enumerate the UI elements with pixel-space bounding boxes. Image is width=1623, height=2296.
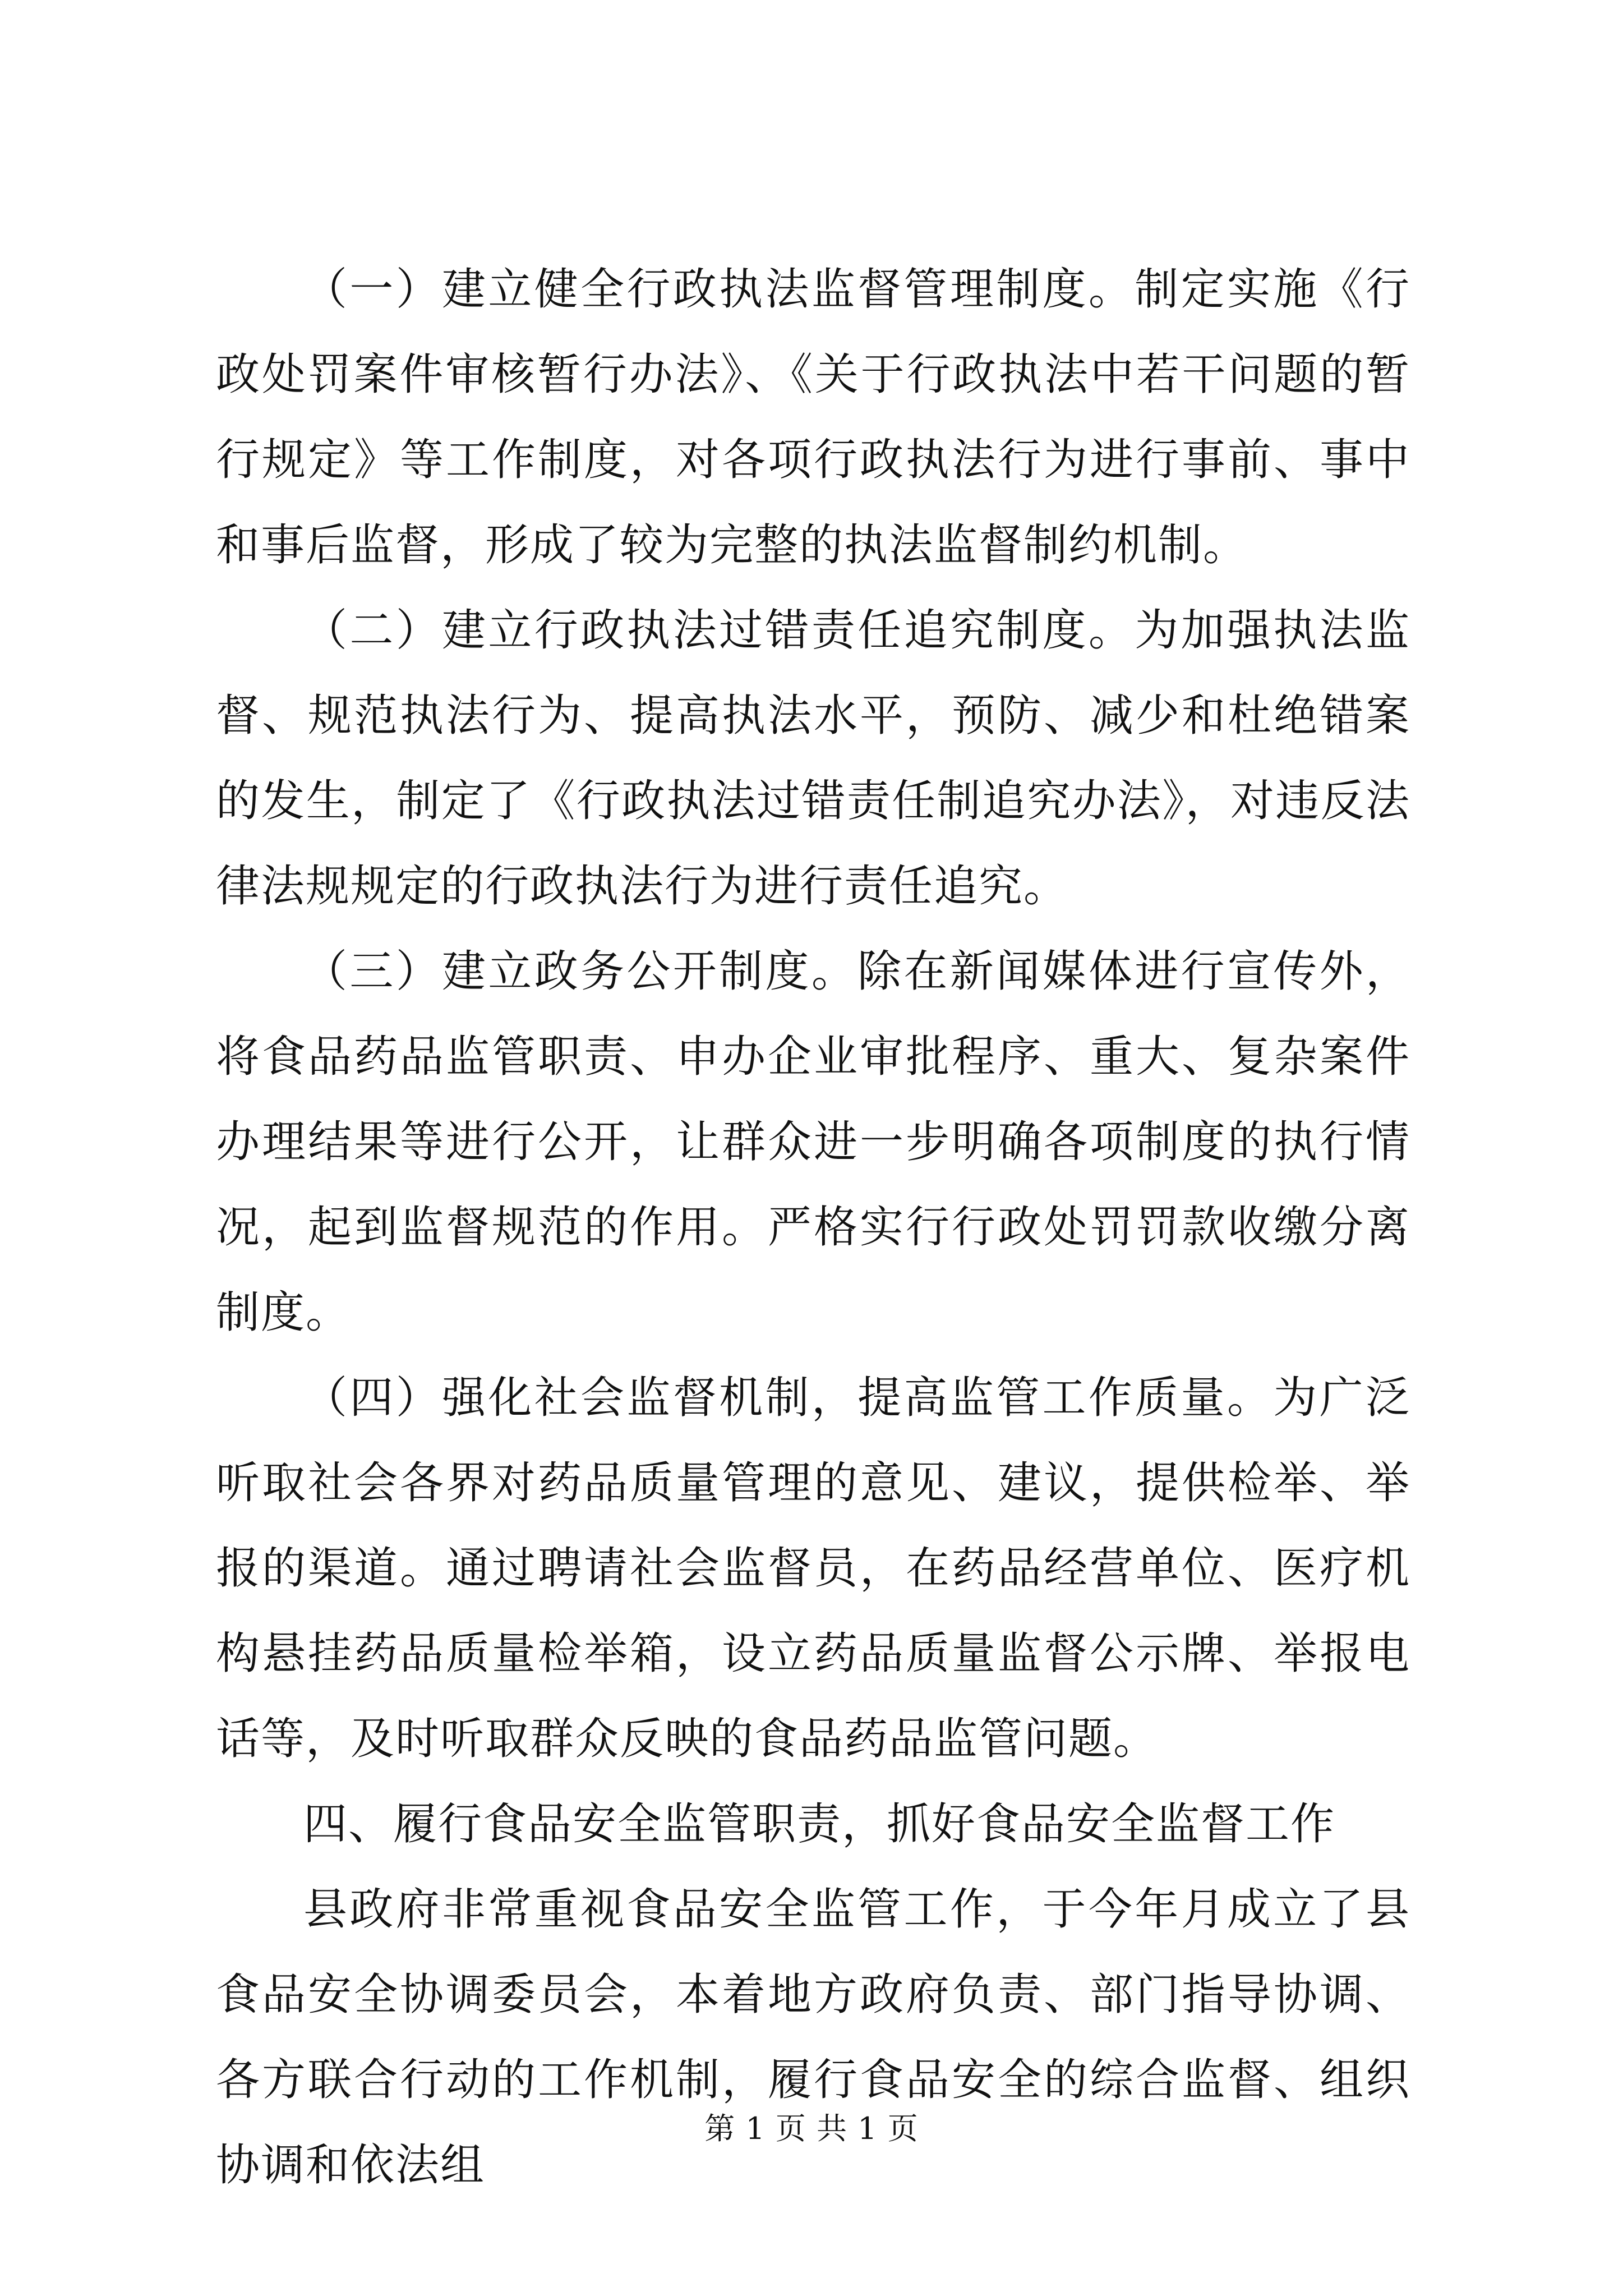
document-body: [216, 247, 1410, 2208]
paragraph-2: （二）建立行政执法过错责任追究制度。为加强执法监督、规范执法行为、提高执法水平，预防、减少和杜绝错案的发生，制定了《行政执法过错责任制追究办法》，对违反法律法规规定的行政执法行为进行责任追究。: [216, 605, 1410, 912]
page-number-label: 第 1 页 共 1 页: [704, 2111, 919, 2146]
paragraph-1: （一）建立健全行政执法监督管理制度。制定实施《行政处罚案件审核暂行办法》、《关于行政执法中若干问题的暂行规定》等工作制度，对各项行政执法行为进行事前、事中和事后监督，形成了较为完整的执法监督制约机制。: [216, 264, 1410, 570]
paragraph-5: 县政府非常重视食品安全监管工作，于今年月成立了县食品安全协调委员会，本着地方政府负责、部门指导协调、各方联合行动的工作机制，履行食品安全的综合监督、组织协调和依法组: [216, 1884, 1410, 2191]
paragraph-4: （四）强化社会监督机制，提高监管工作质量。为广泛听取社会各界对药品质量管理的意见、建议，提供检举、举报的渠道。通过聘请社会监督员，在药品经营单位、医疗机构悬挂药品质量检举箱，设立药品质量监督公示牌、举报电话等，及时听取群众反映的食品药品监管问题。: [216, 1373, 1410, 1764]
paragraph-3: （三）建立政务公开制度。除在新闻媒体进行宣传外，将食品药品监管职责、申办企业审批程序、重大、复杂案件办理结果等进行公开，让群众进一步明确各项制度的执行情况，起到监督规范的作用。严格实行行政处罚罚款收缴分离制度。: [216, 946, 1410, 1338]
section-heading: 四、履行食品安全监管职责，抓好食品安全监督工作: [303, 1799, 1336, 1849]
page-footer: [0, 2109, 1623, 2148]
